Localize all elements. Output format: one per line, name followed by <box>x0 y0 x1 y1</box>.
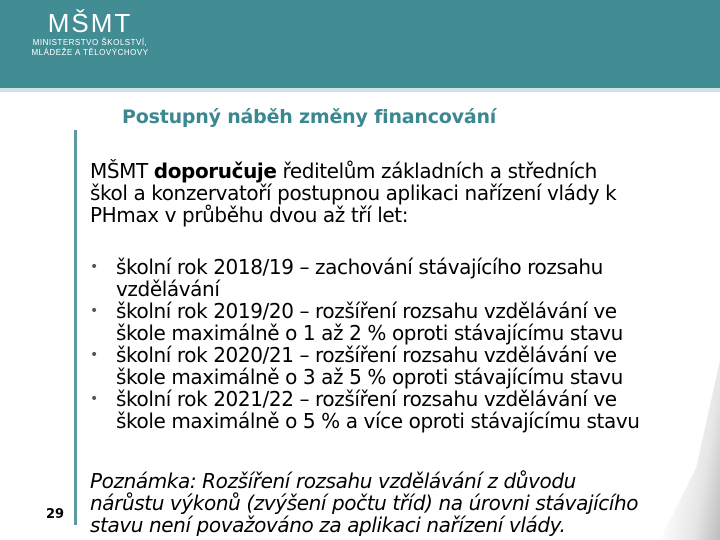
logo-text-line1: MINISTERSTVO ŠKOLSTVÍ, <box>32 38 148 47</box>
intro-line1-rest: ředitelům základních a středních <box>276 159 597 183</box>
bullet-icon: • <box>90 303 98 319</box>
bullet-icon: • <box>90 391 98 407</box>
intro-bold: doporučuje <box>153 159 277 183</box>
bullet-line: školní rok 2019/20 – rozšíření rozsahu vzdělávání ve <box>116 299 617 323</box>
bullet-list <box>90 256 640 432</box>
list-item <box>90 256 640 300</box>
intro-paragraph <box>90 160 616 226</box>
logo-text-line2: MLÁDEŽE A TĚLOVÝCHOVY <box>31 48 149 57</box>
bullet-line: škole maximálně o 1 až 2 % oproti stávajícímu stavu <box>116 321 623 345</box>
bullet-icon: • <box>90 347 98 363</box>
note-paragraph <box>90 470 638 536</box>
intro-line3: PHmax v průběhu dvou až tří let: <box>90 203 409 227</box>
note-line: nárůstu výkonů (zvýšení počtu tříd) na úrovni stávajícího <box>90 491 639 515</box>
bullet-line: vzdělávání <box>116 277 220 301</box>
bullet-line: škole maximálně o 5 % a více oproti stávajícímu stavu <box>116 409 640 433</box>
list-item <box>90 344 640 388</box>
list-item <box>90 300 640 344</box>
header-divider <box>0 88 720 92</box>
page-number: 29 <box>46 507 65 522</box>
header-band <box>0 0 720 88</box>
note-line: stavu není považováno za aplikaci nařízení vlády. <box>90 513 566 537</box>
bullet-line: škole maximálně o 3 až 5 % oproti stávajícímu stavu <box>116 365 623 389</box>
bullet-line: školní rok 2021/22 – rozšíření rozsahu vzdělávání ve <box>116 387 617 411</box>
vertical-accent-line <box>74 130 77 525</box>
bullet-line: školní rok 2020/21 – rozšíření rozsahu vzdělávání ve <box>116 343 617 367</box>
bullet-icon: • <box>90 259 98 275</box>
msmt-logo <box>20 8 160 82</box>
page-curl-decoration <box>660 360 720 540</box>
logo-mark: MŠMT <box>47 8 133 38</box>
intro-prefix: MŠMT <box>90 159 154 183</box>
list-item <box>90 388 640 432</box>
slide-title: Postupný náběh změny financování <box>122 106 497 128</box>
intro-line2: škol a konzervatoří postupnou aplikaci nařízení vlády k <box>90 181 617 205</box>
bullet-line: školní rok 2018/19 – zachování stávajícího rozsahu <box>116 255 603 279</box>
note-line: Poznámka: Rozšíření rozsahu vzdělávání z důvodu <box>90 469 576 493</box>
